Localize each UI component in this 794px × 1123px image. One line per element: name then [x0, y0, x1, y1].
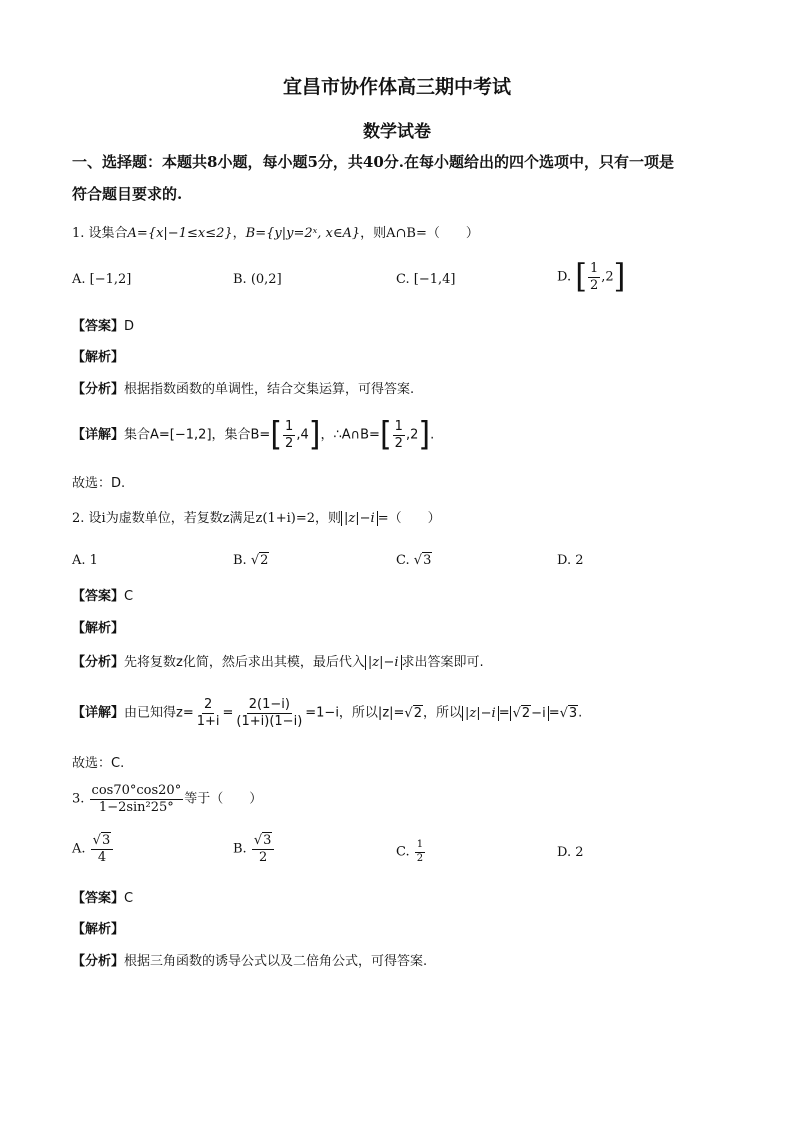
q1-set-b: B={y|y=2ˣ, x∈A} — [245, 226, 361, 241]
exam-subtitle: 数学试卷 — [363, 122, 431, 142]
q2-detail: 【详解】由已知得z= $\frac{2}{1+i}$ = $\frac{2(1-i)}{(1+i)(1-i)}$ =1−i，所以|z|=√2，所以 |z|−i = √2−i =√3. — [72, 697, 583, 729]
section-heading-line2: 符合题目要求的. — [72, 185, 183, 203]
q1-stem-suffix: ，则A∩B=（ ） — [360, 226, 479, 241]
q1-option-d: D. [ $\frac{1}{2}$ ,2] — [557, 257, 626, 296]
q3-analysis: 【分析】根据三角函数的诱导公式以及二倍角公式，可得答案. — [72, 954, 428, 969]
q2-abs-expr: |z|−i — [341, 511, 378, 526]
q1-stem — [72, 227, 479, 240]
q1-option-a: A. [−1,2] — [72, 272, 132, 287]
q3-option-c: C. $\frac{1}{2}$ — [396, 839, 424, 864]
q2-answer: 【答案】C — [72, 589, 134, 604]
q2-option-d: D. 2 — [557, 553, 584, 568]
q1-analysis: 【分析】根据指数函数的单调性，结合交集运算，可得答案. — [72, 382, 415, 397]
q3-answer: 【答案】C — [72, 891, 134, 906]
q1-option-c: C. [−1,4] — [396, 272, 456, 287]
q3-option-d: D. 2 — [557, 845, 584, 860]
q2-option-b: B. √2 — [233, 553, 269, 568]
q1-option-d-label: D. — [557, 269, 572, 285]
q3-expression: $\frac{\cos 70^\circ\cos 20^\circ}{\text{1−2sin²25°}}$ — [91, 783, 182, 815]
q1-answer: 【答案】D — [72, 319, 135, 334]
q3-jiexi: 【解析】 — [72, 922, 125, 937]
q2-stem: 2. 设i为虚数单位，若复数z满足z(1+i)=2，则 |z|−i =（ ） — [72, 511, 441, 526]
q1-stem-prefix: 1. 设集合 — [72, 226, 128, 241]
q2-jiexi: 【解析】 — [72, 621, 125, 636]
q1-comma: ， — [232, 226, 246, 241]
q3-option-a: A. $\frac{√3}{4}$ — [72, 834, 114, 864]
q3-stem: 3. $\frac{\cos 70^\circ\cos 20^\circ}{\text{1−2sin²25°}}$ 等于（ ） — [72, 783, 263, 815]
q1-choose: 故选：D. — [72, 476, 126, 491]
q2-option-a: A. 1 — [72, 553, 98, 568]
q3-option-b: B. $\frac{√3}{2}$ — [233, 834, 275, 864]
section-heading-line1: 一、选择题：本题共8小题，每小题5分，共40分.在每小题给出的四个选项中，只有一项是 — [72, 153, 674, 171]
q1-option-d-frac: $\frac{1}{2}$ — [589, 261, 599, 293]
exam-title: 宜昌市协作体高三期中考试 — [282, 76, 511, 98]
q1-option-b: B. (0,2] — [233, 272, 282, 287]
q2-option-c: C. √3 — [396, 553, 432, 568]
q1-jiexi: 【解析】 — [72, 350, 125, 365]
q2-analysis: 【分析】先将复数z化简，然后求出其模，最后代入 |z|−i 求出答案即可. — [72, 655, 484, 670]
q1-set-a: A={x|−1≤x≤2} — [127, 226, 233, 241]
q1-detail: 【详解】集合A=[−1,2]，集合B=[ $\frac{1}{2}$ ,4]，∴A∩B=[ $\frac{1}{2}$ ,2]. — [72, 415, 435, 454]
q2-choose: 故选：C. — [72, 756, 125, 771]
